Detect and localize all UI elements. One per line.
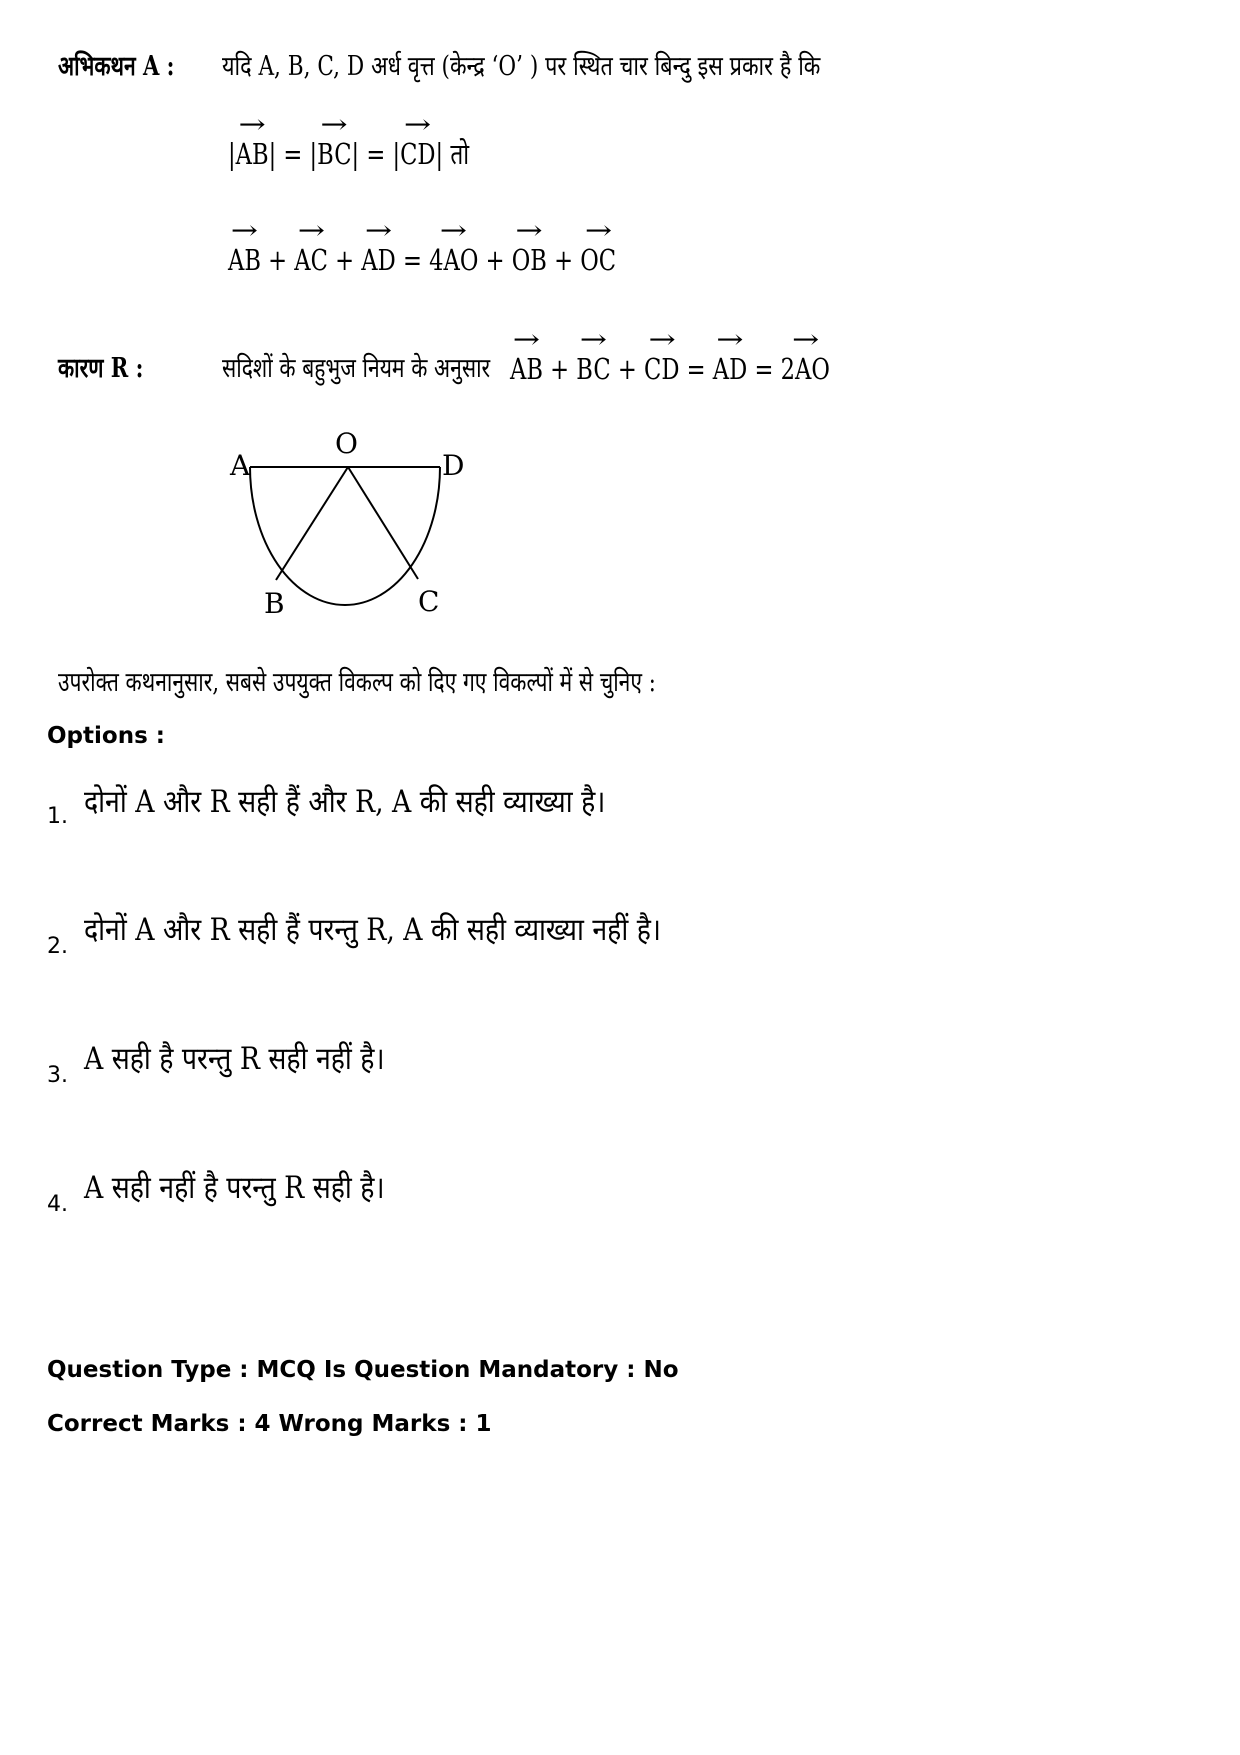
vector-ob: → OB (512, 243, 547, 277)
vector-cd-magnitude: → |CD| (392, 137, 443, 171)
vector-ac: → AC (294, 243, 328, 277)
reason-label: कारण R : (58, 353, 144, 384)
marks-line: Correct Marks : 4 Wrong Marks : 1 (47, 1411, 492, 1437)
segment-ob (276, 467, 348, 580)
vector-ab: → AB (228, 243, 261, 277)
option-number: 4. (47, 1192, 68, 1217)
point-label-o: O (335, 427, 358, 460)
point-label-c: C (418, 585, 440, 618)
assertion-condition: → |AB| = → |BC| = → |CD| तो (228, 134, 537, 173)
assertion-label: अभिकथन A : (58, 51, 175, 82)
assertion-statement: यदि A, B, C, D अर्ध वृत्त (केन्द्र ‘O’ ) पर स्थित चार बिन्दु इस प्रकार है कि (222, 51, 821, 82)
question-instruction: उपरोक्त कथनानुसार, सबसे उपयुक्त विकल्प को दिए गए विकल्पों में से चुनिए : (58, 667, 656, 698)
reason-equation: → AB + → BC + → CD = → AD = → 2AO (510, 352, 920, 386)
option-text: A सही है परन्तु R सही नहीं है। (84, 1041, 385, 1077)
vector-bc: → BC (576, 352, 610, 386)
semicircle-figure (220, 425, 480, 625)
point-label-d: D (442, 449, 465, 482)
vector-bc-magnitude: → |BC| (310, 137, 360, 171)
reason-statement: सदिशों के बहुभुज नियम के अनुसार (222, 353, 491, 384)
option-text: A सही नहीं है परन्तु R सही है। (84, 1170, 385, 1206)
options-heading: Options : (47, 723, 165, 749)
semicircle-arc (250, 467, 440, 605)
vector-ab: → AB (510, 352, 543, 386)
vector-ad: → AD (713, 352, 747, 386)
option-number: 3. (47, 1063, 68, 1088)
vector-4ao: → 4AO (429, 243, 478, 277)
vector-ab-magnitude: → |AB| (228, 137, 276, 171)
segment-oc (348, 467, 418, 579)
option-text: दोनों A और R सही हैं और R, A की सही व्याख्या है। (84, 784, 606, 820)
vector-oc: → OC (580, 243, 616, 277)
option-number: 2. (47, 934, 68, 959)
assertion-equation: → AB + → AC + → AD = → 4AO + → OB + → OC (228, 243, 726, 277)
option-number: 1. (47, 804, 68, 829)
vector-cd: → CD (644, 352, 679, 386)
vector-ad: → AD (361, 243, 395, 277)
question-type-line: Question Type : MCQ Is Question Mandatory : No (47, 1357, 679, 1383)
vector-2ao: → 2AO (781, 352, 830, 386)
point-label-a: A (230, 449, 251, 482)
option-text: दोनों A और R सही हैं परन्तु R, A की सही व्याख्या नहीं है। (84, 912, 661, 948)
point-label-b: B (264, 587, 285, 620)
